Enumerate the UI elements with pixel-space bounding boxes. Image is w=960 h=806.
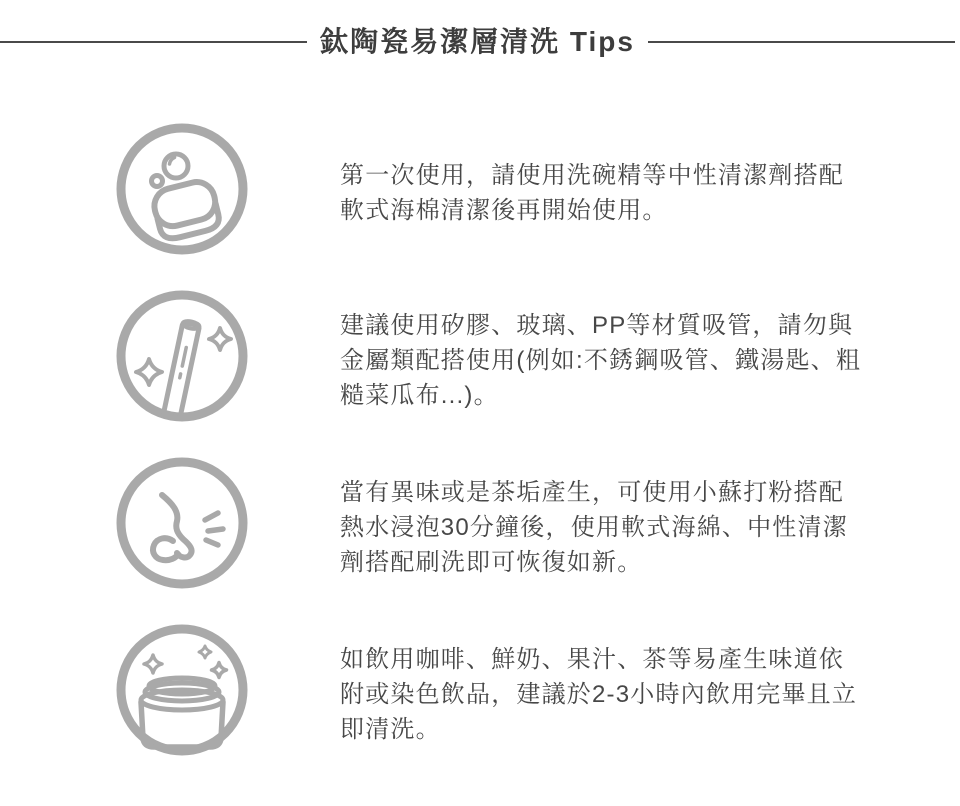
tip-row-staining-drinks (116, 624, 864, 756)
tip-text-first-use: 第一次使用，請使用洗碗精等中性清潔劑搭配軟式海棉清潔後再開始使用。 (340, 162, 844, 224)
tip-row-first-use (116, 123, 864, 255)
title-rule-left (0, 41, 307, 43)
tip-text-straw-material: 建議使用矽膠、玻璃、PP等材質吸管，請勿與金屬類配搭使用(例如:不銹鋼吸管、鐵湯匙、粗糙菜瓜布...)。 (340, 311, 862, 409)
sponge-bubbles-icon (116, 123, 248, 255)
title-rule-right (648, 41, 955, 43)
nose-odor-icon (116, 457, 248, 589)
page-header (0, 25, 960, 58)
tips-list (116, 123, 864, 791)
tip-text-odor-removal: 當有異味或是茶垢產生，可使用小蘇打粉搭配熱水浸泡30分鐘後，使用軟式海綿、中性清潔劑搭配刷洗即可恢復如新。 (340, 478, 848, 576)
tip-row-odor-removal (116, 457, 864, 589)
open-jar-sparkles-icon (116, 624, 248, 756)
straw-sparkles-icon (116, 290, 248, 422)
tip-text-staining-drinks: 如飲用咖啡、鮮奶、果汁、茶等易產生味道依附或染色飲品，建議於2-3小時內飲用完畢且立即清洗。 (340, 645, 858, 743)
tip-row-straw-material (116, 290, 864, 422)
page-title: 鈦陶瓷易潔層清洗 Tips (320, 26, 635, 57)
